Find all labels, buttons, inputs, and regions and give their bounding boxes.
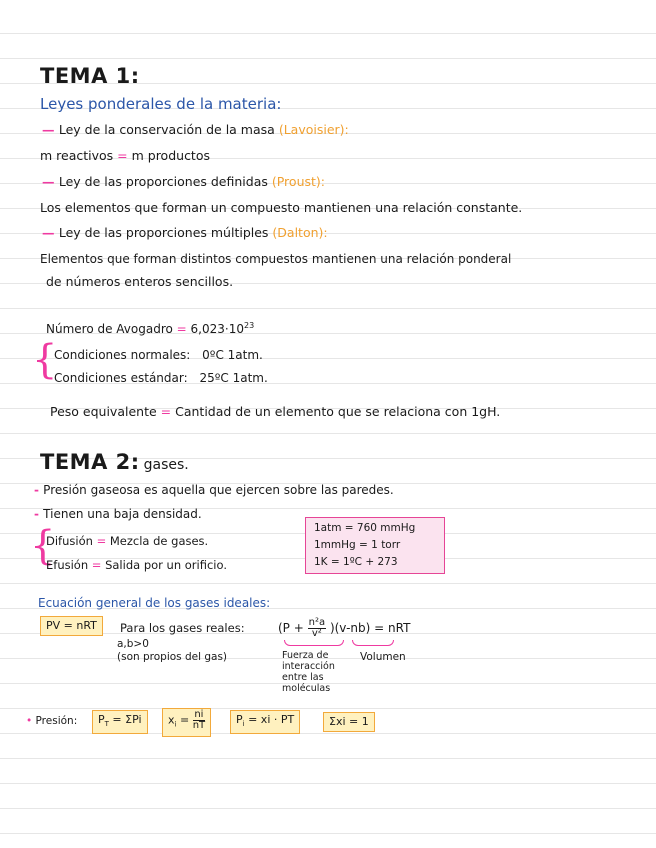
reales-cond: a,b>0	[117, 638, 149, 650]
peso-desc: Cantidad de un elemento que se relaciona con 1gH.	[175, 404, 501, 419]
formula-pi-rest: = xi · PT	[244, 713, 295, 726]
formula-pi-sub: i	[242, 720, 245, 729]
dash-marker: -	[34, 483, 44, 497]
equals-sign: =	[117, 148, 132, 163]
fuerza-note-2: interacción	[282, 661, 335, 672]
peso-label: Peso equivalente	[50, 404, 157, 419]
ley1-eq-left: m reactivos	[40, 148, 114, 163]
cn-line	[54, 347, 263, 363]
ecuacion-title: Ecuación general de los gases ideales:	[38, 596, 271, 610]
bullet-dot: •	[26, 715, 36, 727]
formula-pt-sub: T	[104, 720, 109, 729]
formula-xi-symbol: x	[168, 713, 175, 727]
equals-sign: =	[176, 322, 191, 336]
avogadro-line	[46, 318, 254, 337]
ley2-line	[42, 174, 325, 190]
tema1-subtitle: Leyes ponderales de la materia:	[40, 95, 282, 113]
presion-line	[34, 482, 394, 498]
vdw-den: v²	[311, 628, 322, 639]
formula-pi-box	[230, 710, 300, 734]
presion-text: Presión gaseosa es aquella que ejercen sobre las paredes.	[43, 483, 394, 497]
ce-value: 25ºC 1atm.	[199, 371, 268, 385]
avogadro-label: Número de Avogadro	[46, 322, 173, 336]
cn-label: Condiciones normales:	[54, 348, 191, 362]
units-line-3: 1K = 1ºC + 273	[314, 556, 398, 568]
equals-sign: =	[160, 404, 176, 419]
ley1-author: (Lavoisier):	[278, 122, 349, 137]
tema2-heading	[40, 450, 189, 474]
formula-sum-box: Σxi = 1	[323, 712, 375, 732]
reales-note: (son propios del gas)	[117, 651, 228, 663]
units-box	[305, 517, 445, 574]
tema1-title: TEMA 1:	[40, 64, 140, 88]
fuerza-note-3: entre las	[282, 672, 324, 683]
ce-line	[54, 370, 268, 386]
equals-sign: =	[91, 558, 106, 572]
difusion-line	[46, 533, 208, 549]
difusion-brace: {	[30, 523, 56, 569]
dash-marker: -	[34, 507, 44, 521]
efusion-line	[46, 557, 227, 573]
units-line-1: 1atm = 760 mmHg	[314, 522, 416, 534]
volumen-note: Volumen	[360, 651, 406, 663]
efusion-desc: Salida por un orificio.	[105, 558, 227, 572]
ley1-line	[42, 122, 349, 138]
formula-pi-symbol: P	[236, 713, 243, 726]
fuerza-note-1: Fuerza de	[282, 650, 329, 661]
ce-label: Condiciones estándar:	[54, 371, 188, 385]
dash-marker: —	[42, 122, 59, 137]
presion-label: Presión:	[35, 715, 78, 727]
presion-formulas-label	[26, 713, 77, 729]
ley1-eq-right: m productos	[131, 148, 210, 163]
densidad-text: Tienen una baja densidad.	[43, 507, 202, 521]
vdw-fraction	[308, 618, 326, 639]
difusion-desc: Mezcla de gases.	[109, 534, 209, 548]
vdw-equation	[278, 617, 410, 639]
tema2-title: TEMA 2:	[40, 450, 140, 474]
formula-pt-rest: = ΣPi	[108, 713, 142, 726]
fuerza-underbrace	[284, 640, 344, 646]
formula-xi-den: nT	[192, 720, 206, 731]
cn-value: 0ºC 1atm.	[202, 348, 263, 362]
formula-xi-sub: i	[174, 720, 177, 729]
ley3-label: Ley de las proporciones múltiples	[58, 225, 269, 240]
formula-xi-box: $x_i$ = $\frac{ni}{nT}$	[162, 708, 211, 737]
avogadro-value: 6,023·10	[190, 322, 244, 336]
formula-pt-symbol: P	[98, 713, 105, 726]
ley3-desc-2: de números enteros sencillos.	[46, 274, 234, 289]
formula-xi-num: ni	[194, 709, 204, 720]
efusion-label: Efusión	[46, 558, 89, 572]
conditions-brace: {	[32, 337, 58, 383]
tema2-subtitle: gases.	[143, 457, 189, 473]
peso-line	[50, 404, 500, 420]
avogadro-exp: 23	[243, 321, 255, 330]
formula-xi-fraction	[193, 710, 205, 731]
fuerza-note-4: moléculas	[282, 683, 331, 694]
volumen-underbrace	[352, 640, 394, 646]
reales-label: Para los gases reales:	[120, 621, 245, 635]
ley1-label: Ley de la conservación de la masa	[58, 122, 275, 137]
pv-box: PV = nRT	[40, 616, 103, 636]
densidad-line	[34, 506, 202, 522]
ley3-desc-1: Elementos que forman distintos compuestos mantienen una relación ponderal	[40, 252, 512, 266]
ley1-equation	[40, 148, 210, 164]
equals-sign: =	[96, 534, 110, 548]
dash-marker: —	[42, 174, 59, 189]
ley3-author: (Dalton):	[272, 225, 328, 240]
ley2-label: Ley de las proporciones definidas	[58, 174, 268, 189]
formula-pt-box	[92, 710, 148, 734]
vdw-left: (P +	[278, 621, 304, 635]
ley2-author: (Proust):	[271, 174, 325, 189]
ley3-line	[42, 225, 328, 241]
vdw-right: )(v-nb) = nRT	[329, 621, 411, 635]
ley2-desc: Los elementos que forman un compuesto mantienen una relación constante.	[40, 200, 523, 215]
units-line-2: 1mmHg = 1 torr	[314, 539, 401, 551]
difusion-label: Difusión	[46, 534, 93, 548]
vdw-num: n²a	[308, 617, 326, 628]
fuerza-note	[282, 650, 335, 694]
dash-marker: —	[42, 225, 59, 240]
